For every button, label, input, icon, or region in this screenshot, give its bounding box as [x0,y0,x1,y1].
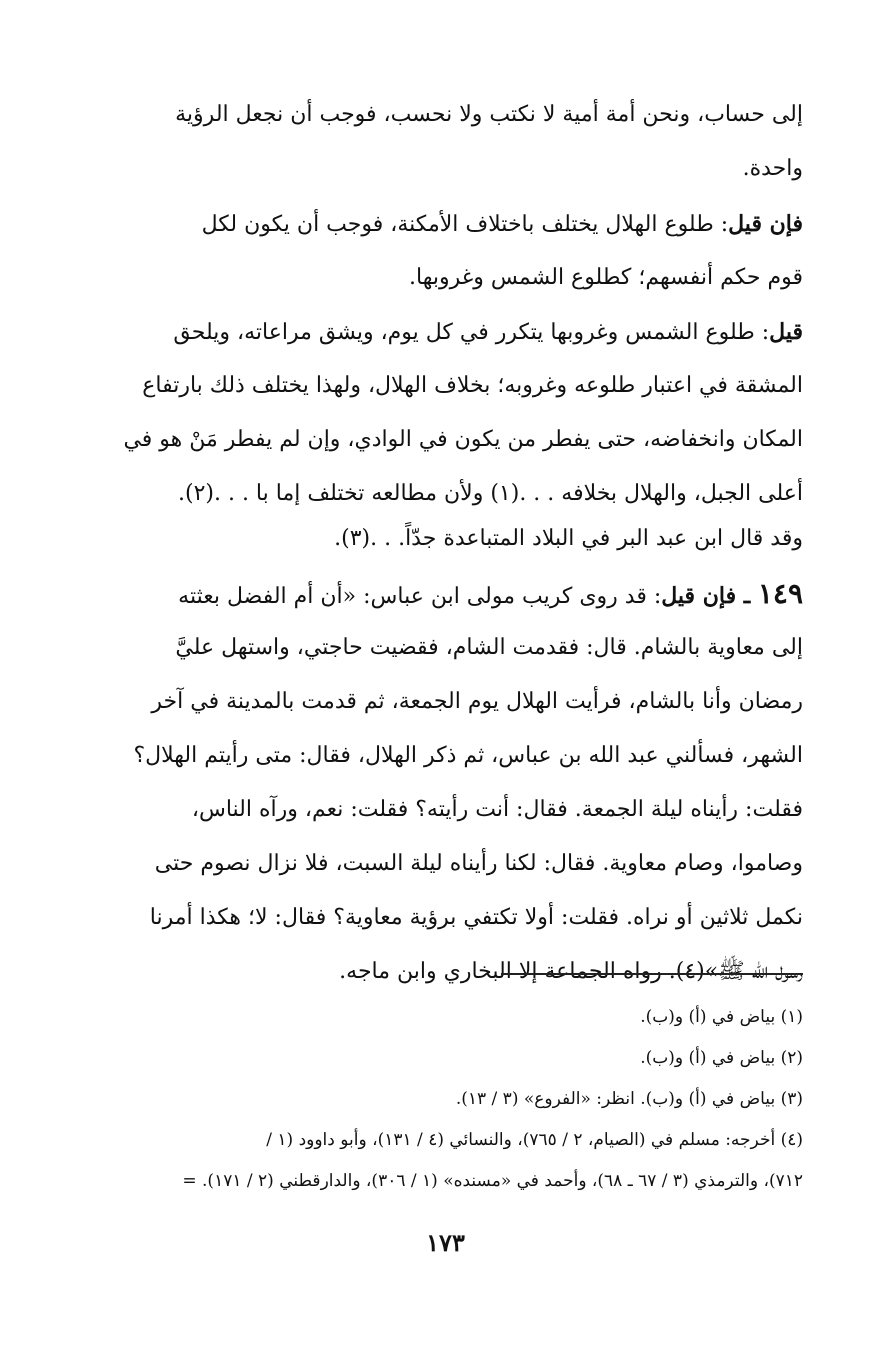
text-line: المشقة في اعتبار طلوعه وغروبه؛ بخلاف الهلال، ولهذا يختلف ذلك بارتفاع [142,373,803,398]
footnote-line: ٧١٢)، والترمذي (٣ / ٦٧ ـ ٦٨)، وأحمد في «مسنده» (١ / ٣٠٦)، والدارقطني (٢ / ١٧١). = [182,1171,803,1191]
text-line: إلى حساب، ونحن أمة أمية لا نكتب ولا نحسب، فوجب أن نجعل الرؤية [175,102,803,127]
line-text: : طلوع الشمس وغروبها يتكرر في كل يوم، ويشق مراعاته، ويلحق [173,320,770,345]
lead-phrase: قيل [769,319,803,345]
paragraph-1 [78,88,803,196]
text-line: إلى معاوية بالشام. قال: فقدمت الشام، فقضيت حاجتي، واستهل عليَّ [175,635,803,660]
text-line: الشهر، فسألني عبد الله بن عباس، ثم ذكر الهلال، فقال: متى رأيتم الهلال؟ [133,743,803,768]
footnote-line: (٣) بياض في (أ) و(ب). انظر: «الفروع» (٣ / ١٣). [455,1089,803,1109]
text-line: واحدة. [742,156,803,181]
lead-phrase: فإن قيل [728,211,803,237]
line-text: : قد روى كريب مولى ابن عباس: «أن أم الفضل بعثته [178,584,662,609]
text-line: رسول الله ﷺ»(٤). رواه الجماعة إلا البخاري وابن ماجه. [339,959,803,984]
text-line: رمضان وأنا بالشام، فرأيت الهلال يوم الجمعة، ثم قدمت بالمدينة في آخر [151,689,803,714]
text-line: فقلت: رأيناه ليلة الجمعة. فقال: أنت رأيته؟ فقلت: نعم، ورآه الناس، [191,797,803,822]
paragraph-4 [78,512,803,566]
paragraph-number: ١٤٩ [757,577,803,610]
text-line [78,197,803,251]
footnote-line: (٤) أخرجه: مسلم في (الصيام، ٢ / ٧٦٥)، والنسائي (٤ / ١٣١)، وأبو داوود (١ / [266,1130,803,1150]
text-line: المكان وانخفاضه، حتى يفطر من يكون في الوادي، وإن لم يفطر مَنْ هو في [123,427,803,452]
text-line: نكمل ثلاثين أو نراه. فقلت: أولا تكتفي برؤية معاوية؟ فقال: لا؛ هكذا أمرنا [149,905,803,930]
text-line [78,567,803,621]
paragraph-3 [78,305,803,521]
paragraph-2 [78,197,803,305]
text-line: أعلى الجبل، والهلال بخلافه . . .(١) ولأن مطالعه تختلف إما با . . .(٢). [177,481,803,506]
lead-phrase: ـ فإن قيل [661,583,758,609]
footnote-line: (١) بياض في (أ) و(ب). [640,1007,803,1027]
text-line [78,305,803,359]
footnotes [78,997,803,1202]
text-line: قوم حكم أنفسهم؛ كطلوع الشمس وغروبها. [409,265,803,290]
text-line: وصاموا، وصام معاوية. فقال: لكنا رأيناه ليلة السبت، فلا نزال نصوم حتى [154,851,803,876]
page-number: ١٧٣ [426,1228,465,1257]
text-line: وقد قال ابن عبد البر في البلاد المتباعدة جدّاً. . .(٣). [334,526,803,551]
paragraph-149 [78,567,803,999]
footnote-separator [501,973,803,975]
footnote-line: (٢) بياض في (أ) و(ب). [640,1048,803,1068]
line-text: : طلوع الهلال يختلف باختلاف الأمكنة، فوجب أن يكون لكل [201,212,729,237]
